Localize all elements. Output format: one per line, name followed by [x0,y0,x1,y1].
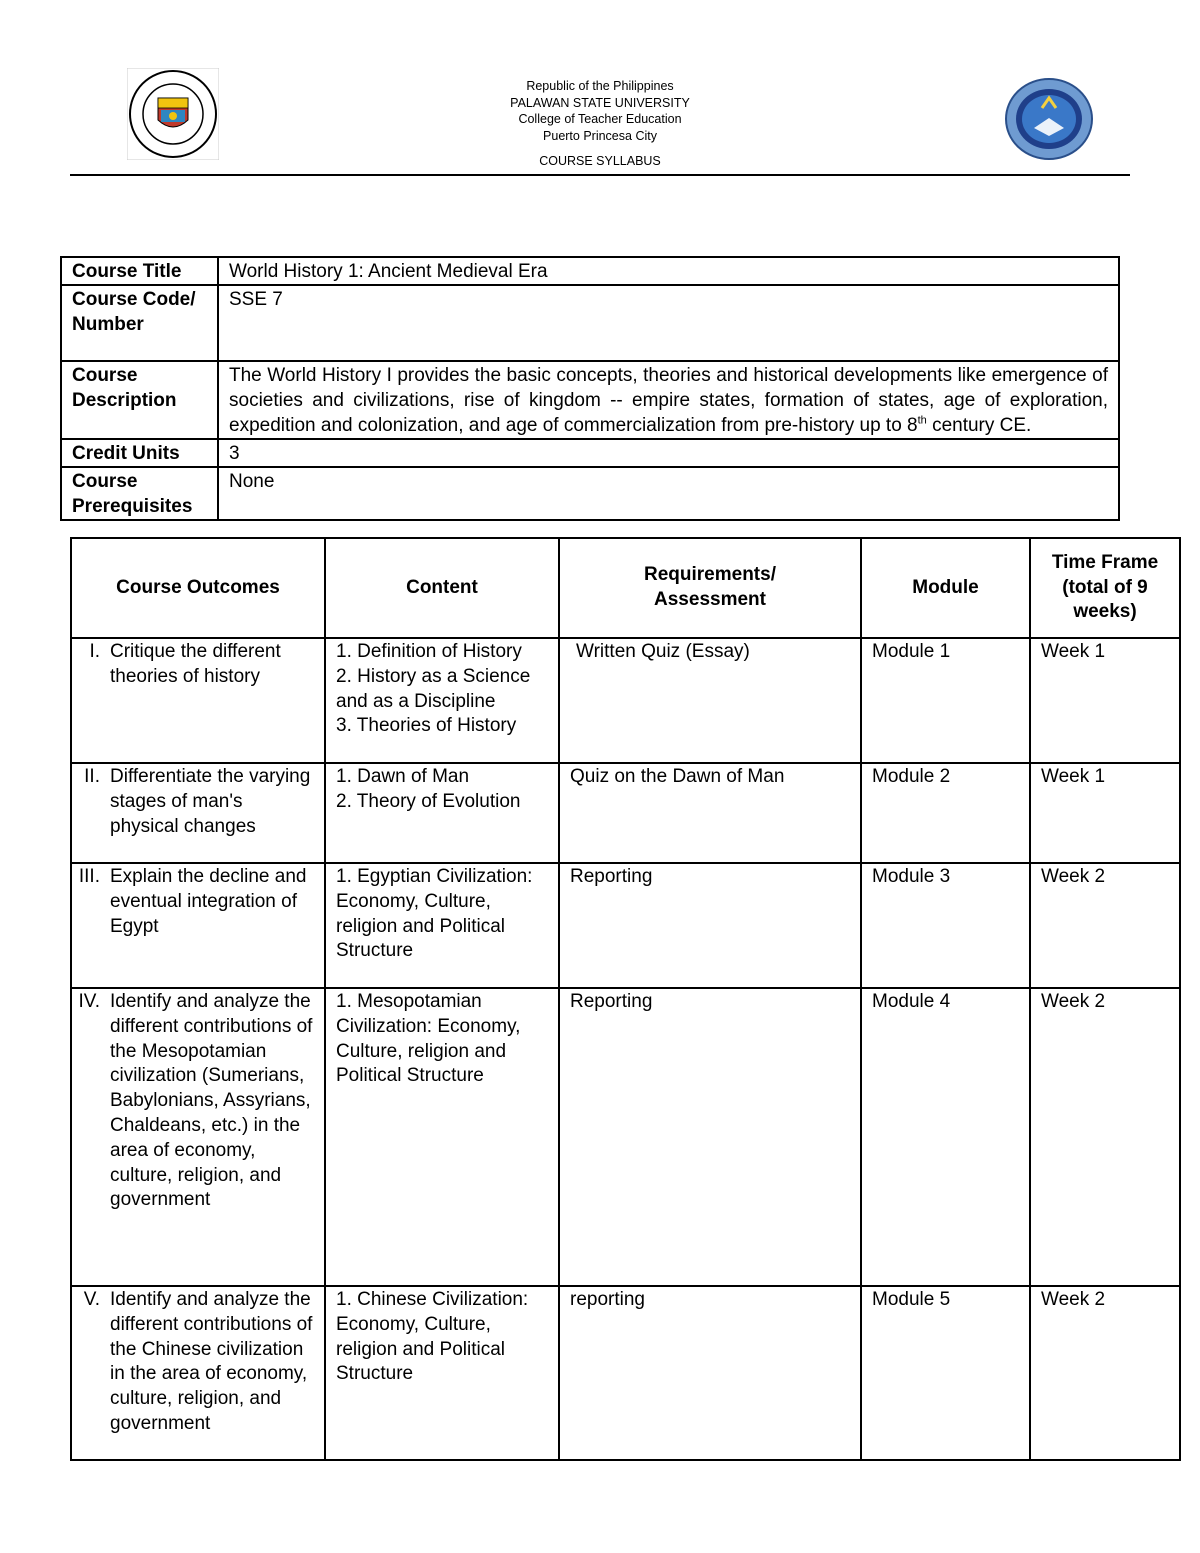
header-content: Content [325,538,559,638]
course-title-label: Course Title [61,257,218,285]
content-cell [325,1286,559,1460]
outcome-row [71,863,1180,988]
module-cell: Module 1 [861,638,1030,763]
outcome-text: Identify and analyze the different contributions of the Chinese civilization in the area of economy, culture, religion, and government [110,1289,313,1434]
content-item: 2. History as a Science and as a Discipline [336,665,531,712]
prerequisites-value: None [218,467,1119,520]
module-cell: Module 4 [861,988,1030,1286]
outcome-row [71,638,1180,763]
module-cell: Module 5 [861,1286,1030,1460]
prerequisites-label: Course Prerequisites [61,467,218,520]
course-title-row [61,257,1119,285]
outcome-cell [71,988,325,1286]
module-cell: Module 2 [861,763,1030,863]
credit-units-label: Credit Units [61,439,218,467]
university-seal-logo [127,68,219,160]
header-requirements: Requirements/ Assessment [559,538,861,638]
header-college: College of Teacher Education [518,112,682,126]
course-info-table [60,256,1120,521]
course-description-superscript: th [917,414,927,427]
outcome-cell [71,1286,325,1460]
outcome-text: Critique the different theories of history [110,641,281,687]
requirement-cell: Reporting [559,988,861,1286]
course-code-label: Course Code/Number [61,285,218,361]
week-cell: Week 2 [1030,1286,1180,1460]
requirement-cell: Reporting [559,863,861,988]
outcome-number: III. [78,866,100,887]
header-module: Module [861,538,1030,638]
week-cell: Week 1 [1030,763,1180,863]
course-title-value: World History 1: Ancient Medieval Era [218,257,1119,285]
outcome-text: Identify and analyze the different contributions of the Mesopotamian civilization (Sumerians, Babylonians, Assyrians, Chaldeans, etc.) in the area of economy, culture, religion, and government [110,991,313,1211]
content-cell [325,638,559,763]
course-description-text: The World History I provides the basic concepts, theories and historical developments like emergence of societies and civilizations, rise of kingdom -- empire states, formation of states, age of exploration, expedition and colonization, and age of commercialization from pre-history up to 8 [229,365,1108,436]
content-item: 1. Egyptian Civilization: Economy, Culture, religion and Political Structure [336,866,533,962]
content-cell [325,763,559,863]
week-cell: Week 2 [1030,863,1180,988]
content-item: 1. Definition of History [336,641,522,662]
course-description-ending: century CE. [926,415,1032,436]
header-university: PALAWAN STATE UNIVERSITY [510,95,690,110]
module-cell: Module 3 [861,863,1030,988]
outcome-cell [71,863,325,988]
course-code-row [61,285,1119,361]
outcome-number: II. [84,766,100,787]
outcome-row [71,763,1180,863]
outcome-cell [71,763,325,863]
outcome-number: IV. [78,991,100,1012]
course-description-value [218,361,1119,439]
course-outcomes-table [70,537,1181,1461]
content-item: 2. Theory of Evolution [336,790,521,812]
outcome-text: Differentiate the varying stages of man's physical changes [110,766,311,837]
outcome-text: Explain the decline and eventual integration of Egypt [110,866,307,937]
course-code-value: SSE 7 [218,285,1119,361]
header-republic: Republic of the Philippines [526,79,674,93]
header-city: Puerto Princesa City [543,128,657,143]
header-course-outcomes: Course Outcomes [71,538,325,638]
outcomes-header-row [71,538,1180,638]
course-description-row [61,361,1119,439]
content-cell [325,988,559,1286]
content-item: 1. Chinese Civilization: Economy, Culture, religion and Political Structure [336,1289,529,1385]
credit-units-value: 3 [218,439,1119,467]
credit-units-row [61,439,1119,467]
content-item: 1. Mesopotamian Civilization: Economy, Culture, religion and Political Structure [336,991,521,1087]
week-cell: Week 1 [1030,638,1180,763]
header-divider [70,174,1130,176]
outcome-number: I. [89,641,100,662]
content-cell [325,863,559,988]
header-document-type: COURSE SYLLABUS [539,154,661,168]
prerequisites-row [61,467,1119,520]
course-description-label: Course Description [61,361,218,439]
outcome-row [71,1286,1180,1460]
requirement-cell: Written Quiz (Essay) [559,638,861,763]
outcome-row [71,988,1180,1286]
requirement-cell: reporting [559,1286,861,1460]
content-item: 1. Dawn of Man [336,766,470,787]
letterhead [400,78,800,170]
outcome-number: V. [83,1289,100,1310]
header-time-frame: Time Frame (total of 9 weeks) [1030,538,1180,638]
content-item: 3. Theories of History [336,715,517,737]
outcome-cell [71,638,325,763]
college-seal-logo [1004,78,1094,160]
week-cell: Week 2 [1030,988,1180,1286]
requirement-cell: Quiz on the Dawn of Man [559,763,861,863]
